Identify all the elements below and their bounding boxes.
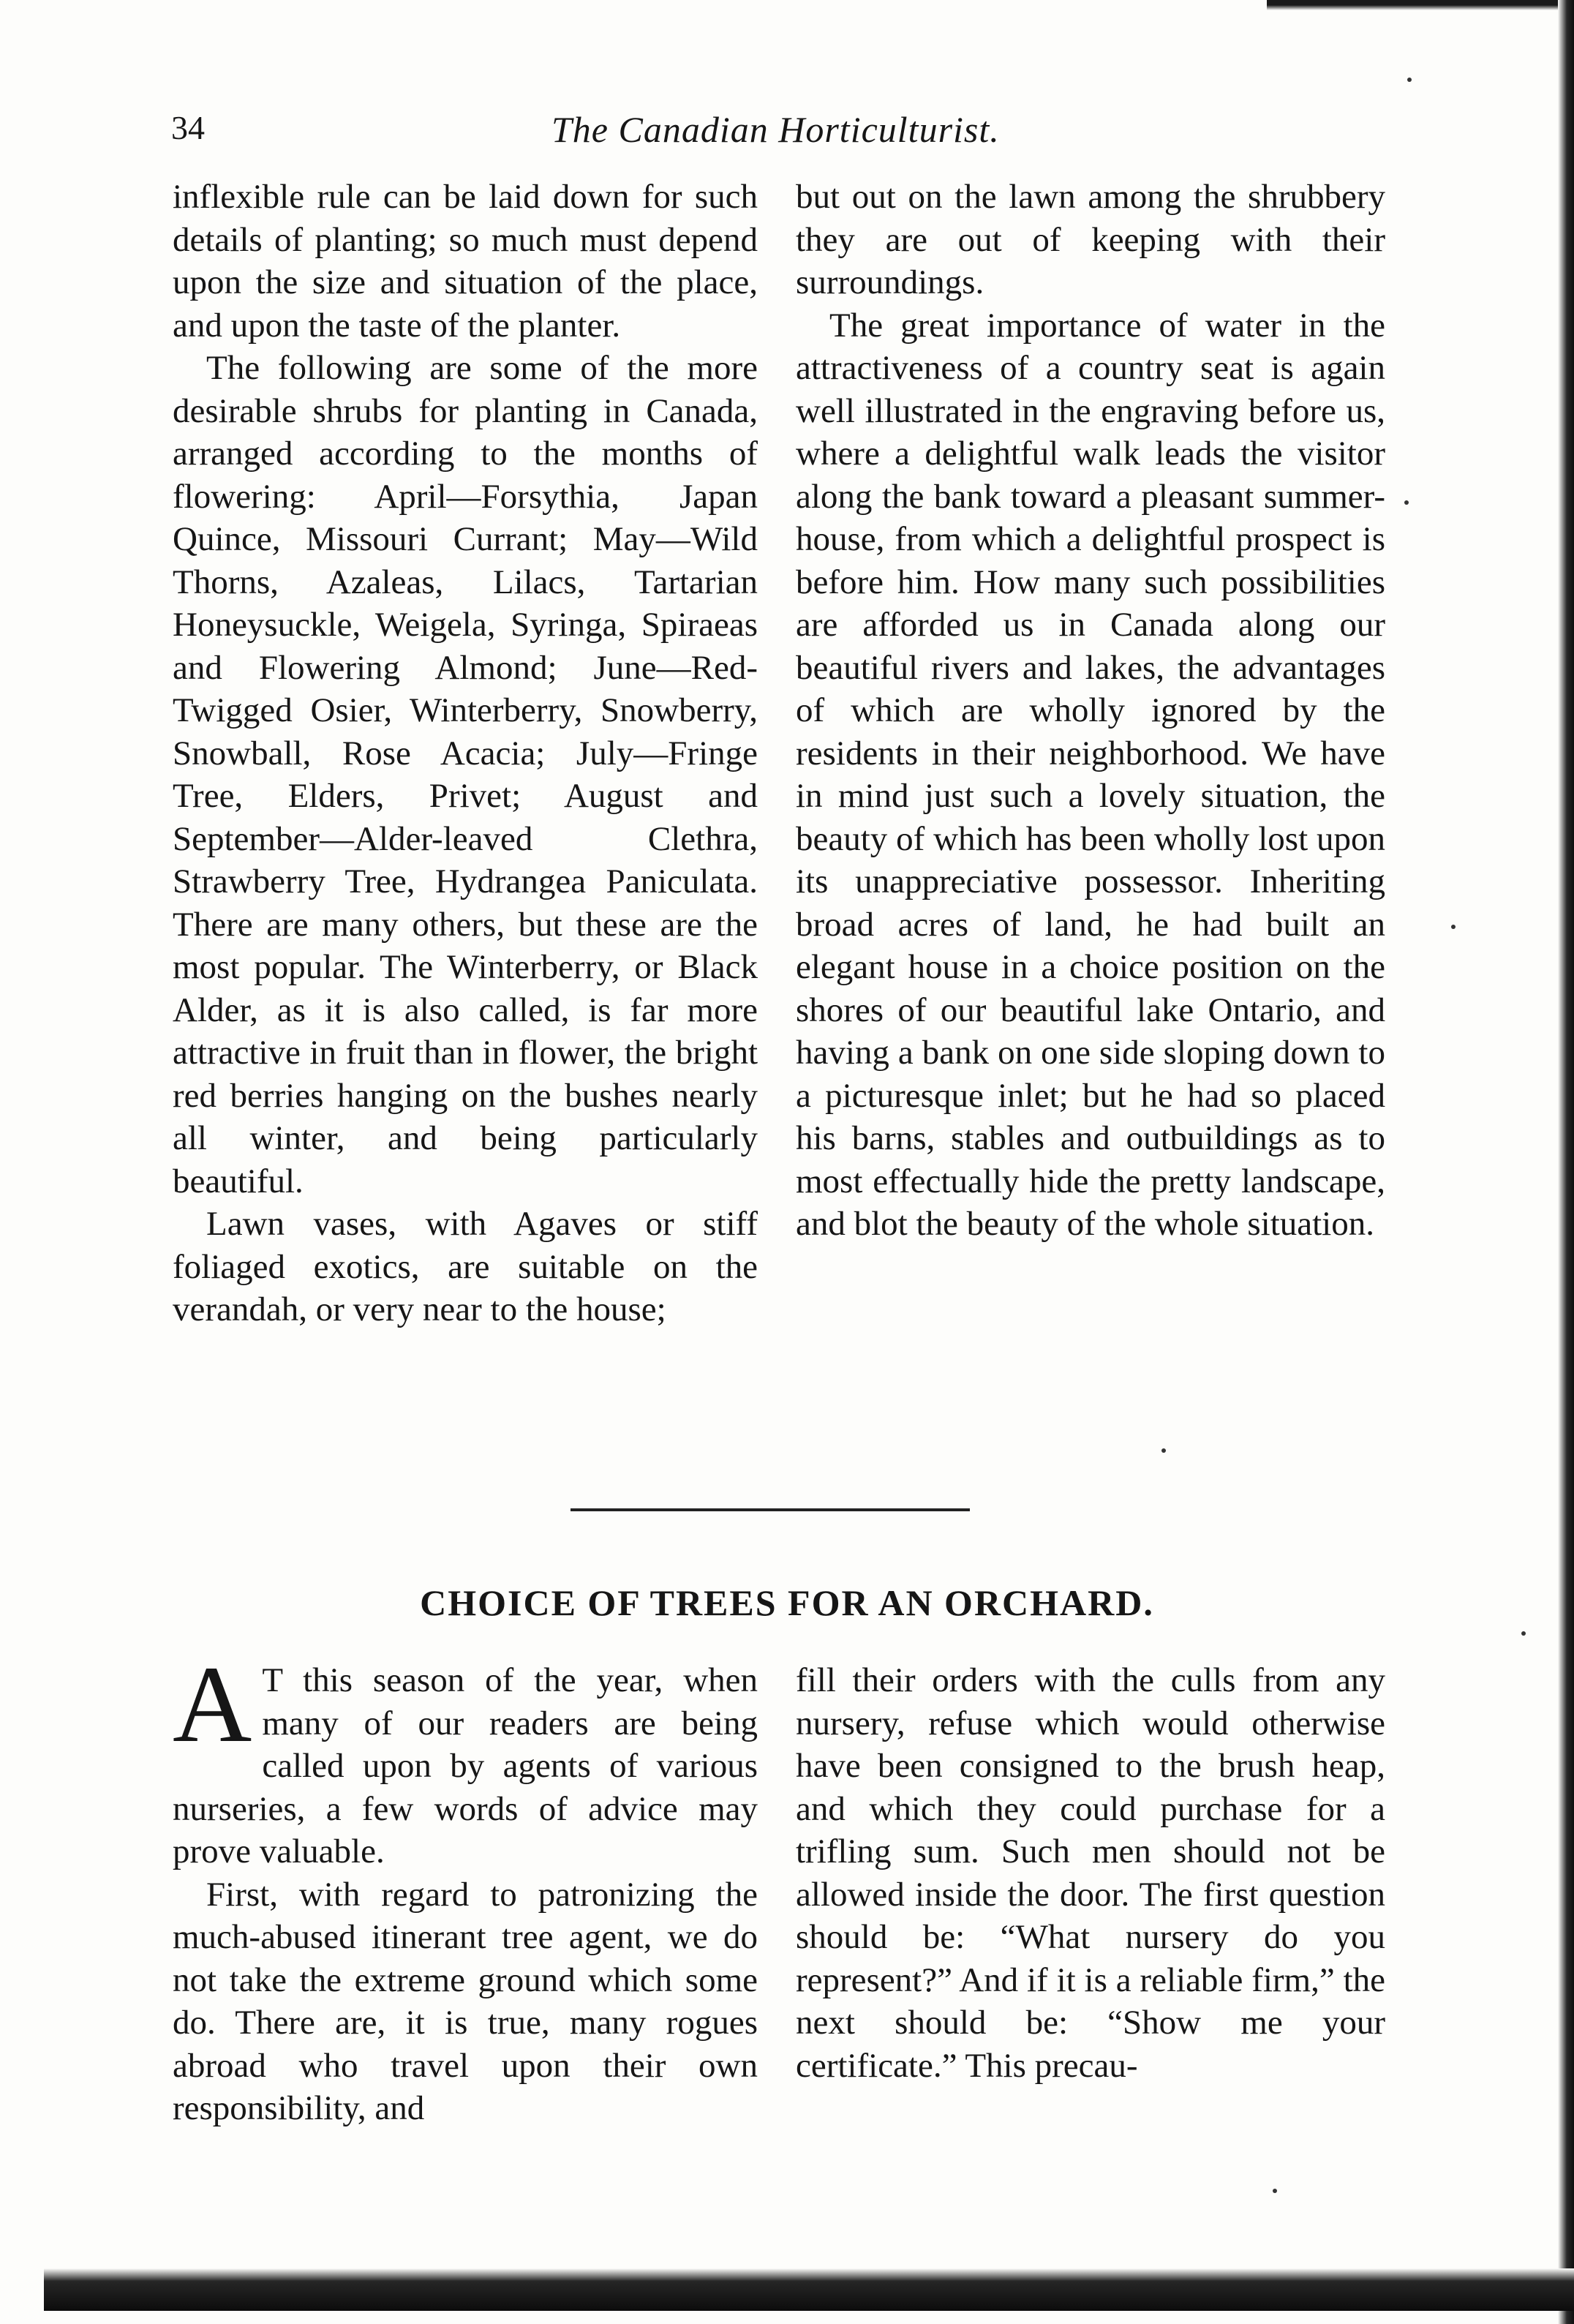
scan-edge-top (1267, 0, 1574, 10)
section-divider (571, 1508, 970, 1511)
scan-speck (1404, 500, 1409, 505)
paragraph: First, with regard to patronizing the much-abused itinerant tree agent, we do not take the extreme ground which some do. There are, it is true, many rogues abroad who travel upon their own responsibility, and (173, 1875, 758, 2127)
paragraph: but out on the lawn among the shrubbery they are out of keeping with their surroundings. (796, 178, 1385, 301)
right-column-bottom (796, 1659, 1385, 2087)
scan-edge-right (1558, 0, 1574, 2324)
paragraph: Lawn vases, with Agaves or stiff foliaged exotics, are suitable on the verandah, or very near to the house; (173, 1205, 758, 1328)
paragraph: The great importance of water in the attractiveness of a country seat is again well illustrated in the engraving before us, where a delightful walk leads the visitor along the bank toward a pleasant summer-house, from which a delightful prospect is before him. How many such possibilities are afforded us in Canada along our beautiful rivers and lakes, the advantages of which are wholly ignored by the residents in their neighborhood. We have in mind just such a lovely situation, the beauty of which has been wholly lost upon its unappreciative possessor. Inheriting broad acres of land, he had built an elegant house in a choice position on the shores of our beautiful lake Ontario, and having a bank on one side sloping down to a picturesque inlet; but he had so placed his barns, stables and outbuildings as to most effectually hide the pretty landscape, and blot the beauty of the whole situation. (796, 306, 1385, 1243)
paragraph: The following are some of the more desirable shrubs for planting in Canada, arranged according to the months of flowering: April—Forsythia, Japan Quince, Missouri Currant; May—Wild Thorns, Azaleas, Lilacs, Tartarian Honeysuckle, Weigela, Syringa, Spiraeas and Flowering Almond; June—Red-Twigged Osier, Winterberry, Snowberry, Snowball, Rose Acacia; July—Fringe Tree, Elders, Privet; August and September—Alder-leaved Clethra, Strawberry Tree, Hydrangea Paniculata. There are many others, but these are the most popular. The Winterberry, or Black Alder, as it is also called, is far more attractive in fruit than in flower, the bright red berries hanging on the bushes nearly all winter, and being particularly beautiful. (173, 349, 758, 1200)
scan-speck (1407, 78, 1412, 82)
section-title: CHOICE OF TREES FOR AN ORCHARD. (420, 1582, 1154, 1623)
right-column-top (796, 176, 1385, 1246)
scan-speck (1273, 2189, 1277, 2193)
page-header (171, 108, 1385, 159)
scan-speck (1451, 925, 1456, 929)
opening-paragraph (173, 1644, 758, 1873)
running-title: The Canadian Horticulturist. (551, 109, 1000, 150)
left-column-top (173, 176, 758, 1331)
scan-speck (1521, 1631, 1526, 1636)
paragraph: fill their orders with the culls from any nursery, refuse which would otherwise have been consigned to the brush heap, and which they could purchase for a trifling sum. Such men should not be allowed inside the door. The first question should be: “What nursery do you represent?” And if it is a reliable firm,” the next should be: “Show me your certificate.” This precau- (796, 1661, 1385, 2085)
scan-edge-bottom (44, 2268, 1574, 2311)
scan-speck (1161, 1448, 1166, 1453)
drop-cap: A (173, 1644, 252, 1765)
paragraph-text: T this season of the year, when many of our readers are being called upon by agents of various nurseries, a few words of advice may prove valuable. (173, 1661, 758, 1870)
paragraph: inflexible rule can be laid down for such details of planting; so much must depend upon the size and situation of the place, and upon the taste of the planter. (173, 178, 758, 345)
left-column-bottom (173, 1644, 758, 2130)
page-number: 34 (171, 109, 205, 146)
